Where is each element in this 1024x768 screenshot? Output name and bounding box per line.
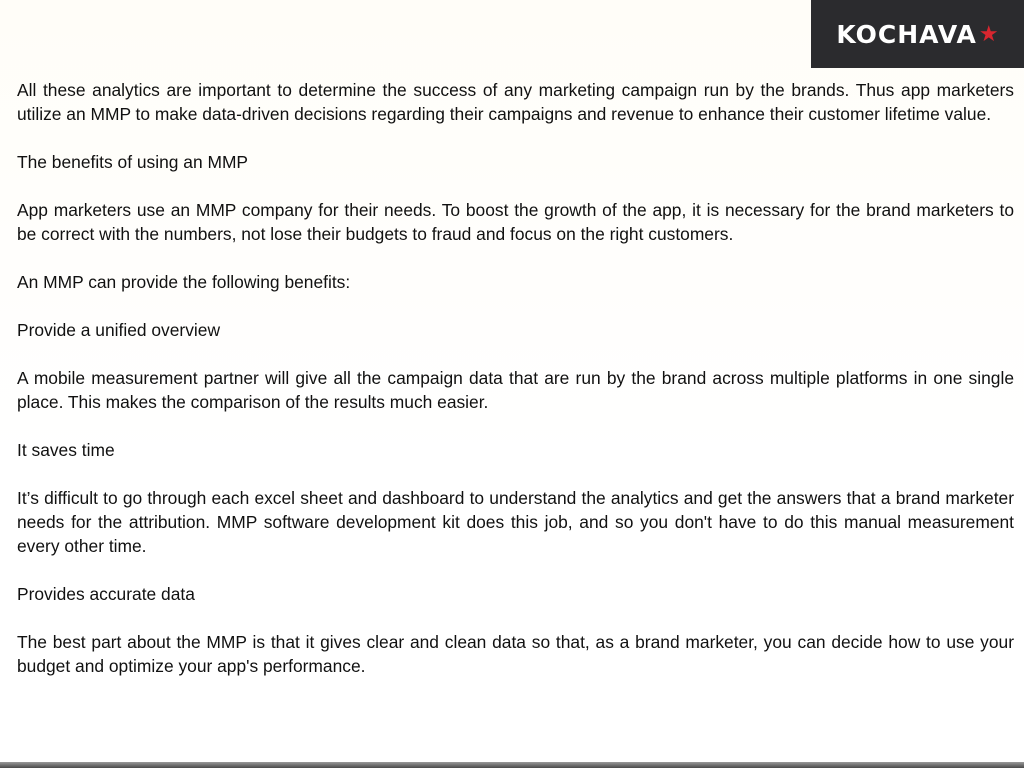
bottom-divider [0, 762, 1024, 768]
article-body [17, 78, 1014, 678]
logo-text: KOCHAVA [836, 19, 977, 49]
kochava-logo [811, 0, 1024, 68]
saves-time-paragraph: It’s difficult to go through each excel sheet and dashboard to understand the analytics and get the answers that a brand marketer needs for the attribution. MMP software development kit does this job, and so you don't have to do this manual measurement every other time. [17, 488, 1014, 556]
accurate-data-paragraph: The best part about the MMP is that it gives clear and clean data so that, as a brand marketer, you can decide how to use your budget and optimize your app's performance. [17, 632, 1014, 676]
benefits-paragraph: App marketers use an MMP company for their needs. To boost the growth of the app, it is necessary for the brand marketers to be correct with the numbers, not lose their budgets to fraud and focus on the right customers. [17, 200, 1014, 244]
star-icon: ★ [978, 21, 999, 46]
benefits-list-intro: An MMP can provide the following benefits: [17, 272, 351, 292]
subheading-saves-time: It saves time [17, 440, 115, 460]
subheading-unified-overview: Provide a unified overview [17, 320, 220, 340]
subheading-accurate-data: Provides accurate data [17, 584, 195, 604]
intro-paragraph: All these analytics are important to determine the success of any marketing campaign run by the brands. Thus app marketers utilize an MMP to make data-driven decisions regarding their campaigns and revenue to enhance their customer lifetime value. [17, 80, 1014, 124]
section-heading-benefits: The benefits of using an MMP [17, 152, 249, 172]
unified-overview-paragraph: A mobile measurement partner will give all the campaign data that are run by the brand across multiple platforms in one single place. This makes the comparison of the results much easier. [17, 368, 1014, 412]
